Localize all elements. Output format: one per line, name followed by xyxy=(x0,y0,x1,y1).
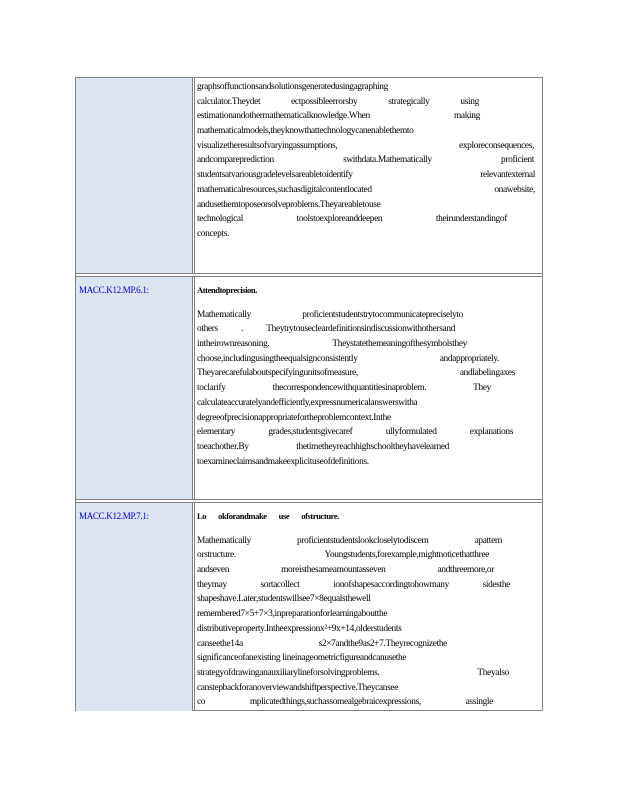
text-line: theymay sortacollect ionofshapesaccordingtohowmany sidesthe xyxy=(197,579,510,590)
text-line: andcompareprediction swithdata.Mathematically proficient xyxy=(197,155,534,166)
text-line: co mplicatedthings,suchassomealgebraicexpressions, assingle xyxy=(197,697,493,708)
table-row xyxy=(76,503,542,711)
text-line: canstepbackforanoverviewandshiftperspective.Theycansee xyxy=(197,682,399,693)
text-line: choose,includingusingtheequalsignconsistently andappropriately. xyxy=(197,353,499,364)
code-cell xyxy=(76,277,193,499)
text-line: remembered7×5+7×3,inpreparationforlearningaboutthe xyxy=(197,609,388,620)
text-line: degreeofprecisionappropriatefortheproblemcontext.Inthe xyxy=(197,412,391,423)
text-line: toexamineclaimsandmakeexplicituseofdefinitions. xyxy=(197,456,369,467)
text-line: calculateaccuratelyandefficiently,expressnumericalanswerswitha xyxy=(197,397,418,408)
description-cell xyxy=(197,509,538,710)
text-line: shapeshave.Later,studentswillsee7×8equalsthewell xyxy=(197,594,371,605)
text-line: Mathematically proficientstudentstrytocommunicatepreciselyto xyxy=(197,309,463,320)
text-line: calculator.Theydet ectpossibleerrorsby strategically using xyxy=(197,96,479,107)
text-line: andusethemtoposeorsolveproblems.Theyareabletouse xyxy=(197,199,381,210)
standard-heading: Lo okforandmake use ofstructure. xyxy=(197,511,339,521)
standard-code-link[interactable]: MACC.K12.MP.7.1: xyxy=(79,511,149,521)
standard-heading: Attendtoprecision. xyxy=(197,285,257,295)
code-cell xyxy=(76,503,193,711)
text-line: estimationandothermathematicalknowledge.When making xyxy=(197,111,480,122)
description-cell xyxy=(197,283,538,469)
text-line: others . Theytrytousecleardefinitionsindiscussionwithothersand xyxy=(197,324,455,335)
text-line: significanceofanexisting lineinageometricfigureandcanusethe xyxy=(197,653,407,664)
text-line: studentsatvariousgradelevelsareabletoidentify relevantexternal xyxy=(197,170,535,181)
table-row xyxy=(76,277,542,499)
description-cell xyxy=(197,80,538,242)
standard-code-link[interactable]: MACC.K12.MP.6.1: xyxy=(79,285,149,295)
text-line: graphsoffunctionsandsolutionsgeneratedusingagraphing xyxy=(197,82,388,92)
text-line: strategyofdrawinganauxiliarylineforsolvingproblems. Theyalso xyxy=(197,667,509,678)
text-line: orstructure. Youngstudents,forexample,mightnoticethatthree xyxy=(197,550,489,561)
text-line: canseethe14a s2×7andthe9as2+7.Theyrecognizethe xyxy=(197,638,447,649)
text-line: toeachother.By thetimetheyreachhighschooltheyhavelearned xyxy=(197,441,449,452)
text-line: toclarify thecorrespondencewithquantitiesinaproblem. They xyxy=(197,383,491,394)
text-line: mathematicalmodels,theyknowthattechnologycanenablethemto xyxy=(197,126,414,137)
text-line: mathematicalresources,suchasdigitalcontentlocated onawebsite, xyxy=(197,184,535,195)
standards-table xyxy=(75,77,543,711)
text-line: visualizetheresultsofvaryingassumptions, exploreconsequences, xyxy=(197,140,534,151)
text-line: distributiveproperty.Intheexpressionx²+9x+14,olderstudents xyxy=(197,623,402,634)
text-line: elementary grades,studentsgivecaref ullyformulated explanations xyxy=(197,427,513,438)
text-line: intheirownreasoning. Theystatethemeaningofthesymbolsthey xyxy=(197,339,467,350)
text-line: technological toolstoexploreanddeepen theirunderstandingof xyxy=(197,214,507,225)
text-line: Theyarecarefulaboutspecifyingunitsofmeasure, andlabelingaxes xyxy=(197,368,515,379)
text-line: andseven moreisthesameamountasseven andthreemore,or xyxy=(197,565,494,576)
table-row xyxy=(76,78,542,273)
code-cell xyxy=(76,78,193,273)
text-line: concepts. xyxy=(197,228,229,239)
text-line: Mathematically proficientstudentslookcloselytodiscern apattern xyxy=(197,535,502,546)
